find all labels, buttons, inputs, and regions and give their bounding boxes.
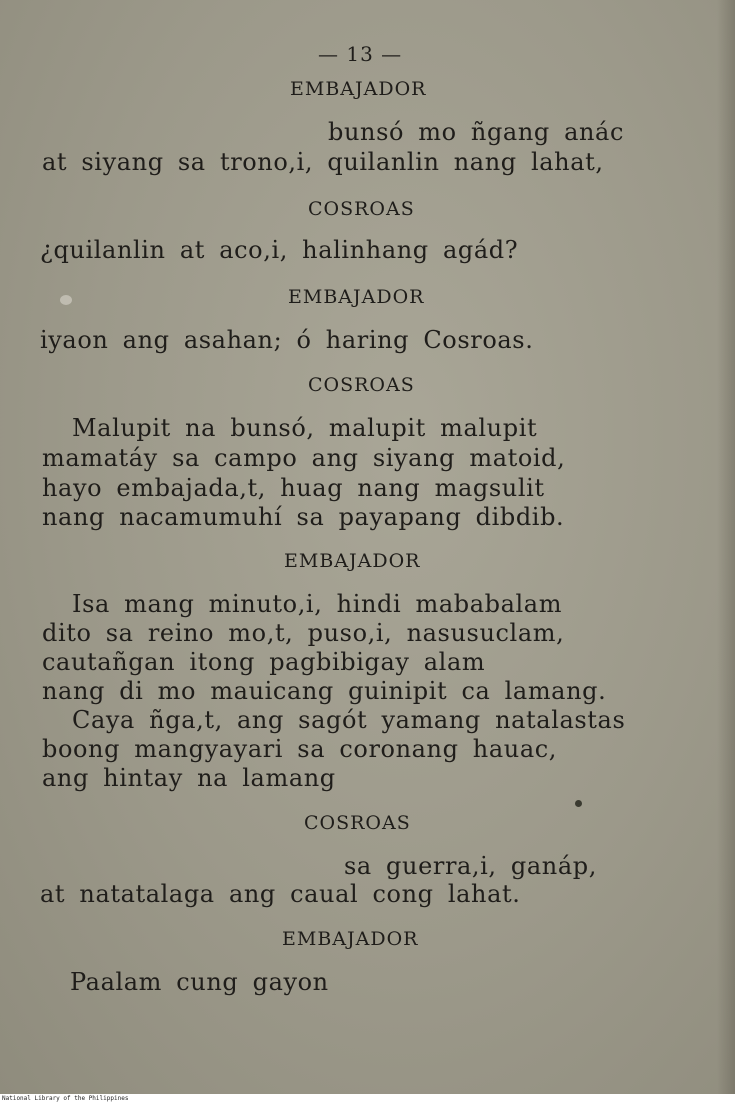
speaker-embajador: EMBAJADOR xyxy=(284,550,421,572)
verse-line: ¿quilanlin at aco,i, halinhang agád? xyxy=(40,236,519,264)
verse-line: Caya ñga,t, ang sagót yamang natalastas xyxy=(72,706,626,734)
verse-line: hayo embajada,t, huag nang magsulit xyxy=(42,474,545,502)
speaker-cosroas: COSROAS xyxy=(304,812,411,834)
footer-credit: National Library of the Philippines xyxy=(2,1095,129,1102)
speaker-embajador: EMBAJADOR xyxy=(288,286,425,308)
verse-line: boong mangyayari sa coronang hauac, xyxy=(42,735,557,763)
ink-speck xyxy=(575,800,582,807)
verse-line: at natatalaga ang caual cong lahat. xyxy=(40,880,521,908)
speaker-cosroas: COSROAS xyxy=(308,374,415,396)
speaker-embajador: EMBAJADOR xyxy=(290,78,427,100)
verse-line: dito sa reino mo,t, puso,i, nasusuclam, xyxy=(42,619,565,647)
verse-line: Isa mang minuto,i, hindi mababalam xyxy=(72,590,563,618)
verse-line: nang di mo mauicang guinipit ca lamang. xyxy=(42,677,607,705)
verse-line: bunsó mo ñgang anác xyxy=(328,118,625,146)
verse-line: mamatáy sa campo ang siyang matoid, xyxy=(42,444,566,472)
speaker-cosroas: COSROAS xyxy=(308,198,415,220)
verse-line: ang hintay na lamang xyxy=(42,764,336,792)
paper-blemish xyxy=(60,295,72,305)
verse-line: nang nacamumuhí sa payapang dibdib. xyxy=(42,503,565,531)
page-edge-shadow xyxy=(717,0,735,1094)
verse-line: sa guerra,i, ganáp, xyxy=(344,852,597,880)
speaker-embajador: EMBAJADOR xyxy=(282,928,419,950)
footer-bar xyxy=(0,1094,735,1103)
verse-line: iyaon ang asahan; ó haring Cosroas. xyxy=(40,326,534,354)
verse-line: Paalam cung gayon xyxy=(70,968,329,996)
verse-line: Malupit na bunsó, malupit malupit xyxy=(72,414,538,442)
page-number: — 13 — xyxy=(318,42,403,66)
verse-line: at siyang sa trono,i, quilanlin nang lahat, xyxy=(42,148,604,176)
verse-line: cautañgan itong pagbibigay alam xyxy=(42,648,486,676)
